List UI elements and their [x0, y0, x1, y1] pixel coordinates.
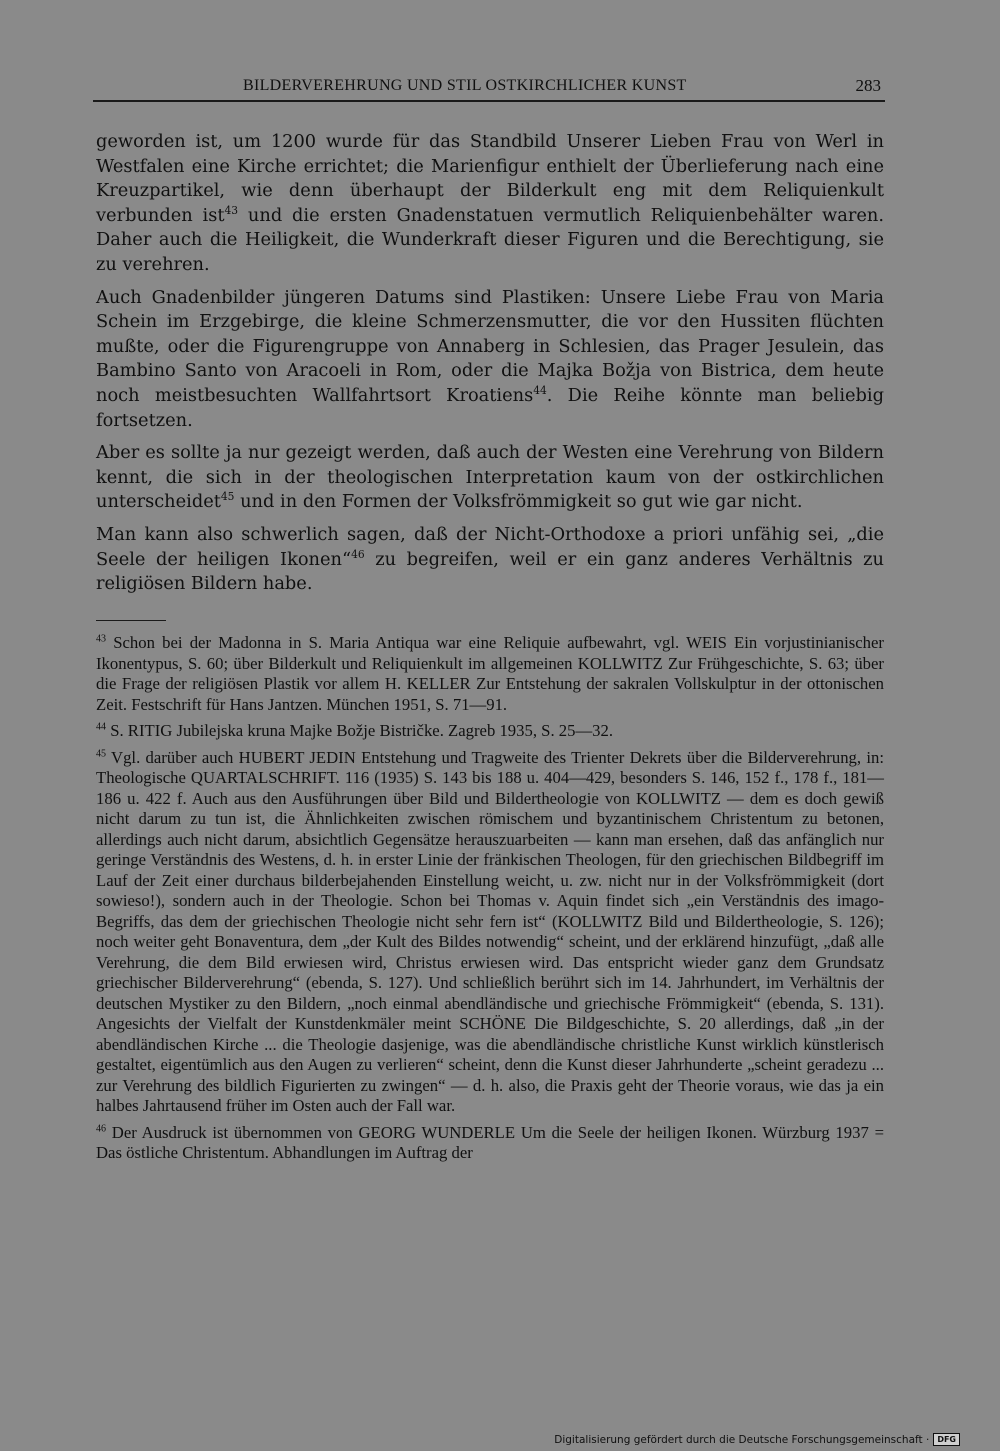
digitization-credit: [554, 1433, 960, 1446]
footnote-text: S. RITIG Jubilejska kruna Majke Božje Bistričke. Zagreb 1935, S. 25—32.: [106, 721, 614, 740]
footnote-ref[interactable]: 45: [220, 490, 235, 504]
footnote-number: 45: [96, 747, 107, 759]
footnote: [96, 1123, 884, 1164]
footnote-ref[interactable]: 44: [533, 384, 547, 398]
footnotes: [96, 633, 884, 1170]
credit-text: Digitalisierung gefördert durch die Deutsche Forschungsgemeinschaft ·: [554, 1433, 930, 1446]
footnote-number: 43: [96, 633, 107, 645]
paragraph: Auch Gnadenbilder jüngeren Datums sind Plastiken: Unsere Liebe Frau von Maria Schein im Erzgebirge, die kleine Schmerzensmutter, die vor den Hussiten flüchten mußte, oder die Figurengruppe von Annaberg in Schlesien, das Prager Jesulein, das Bambino Santo von Aracoeli in Rom, oder die Majka Božja von Bistrica, dem heute noch meistbesuchten Wallfahrtsort Kroatiens$^{44}$. Die Reihe könnte man beliebig fortsetzen.: [96, 286, 884, 431]
footnote-text: Vgl. darüber auch HUBERT JEDIN Entstehung und Tragweite des Trienter Dekrets über die Bilderverehrung, in: Theologische QUARTALSCHRIFT. 116 (1935) S. 143 bis 188 u. 404—429, besonders S. 146, 152 f., 178 f., 181—186 u. 422 f. Auch aus den Ausführungen über Bild und Bildertheologie von KOLLWITZ — dem es doch gewiß nicht darum zu tun ist, die Ähnlichkeiten zwischen römischem und byzantinischem Christentum zu betonen, allerdings auch nicht darum, absichtlich Gegensätze herauszuarbeiten — kann man ersehen, daß das anfänglich nur geringe Verständnis des Westens, d. h. in erster Linie der fränkischen Theologen, für den griechischen Bildbegriff im Lauf der Zeit einer durchaus bilderbejahenden Einstellung weicht, u. zw. nicht nur in der Volksfrömmigkeit (dort sowieso!), sondern auch in der Theologie. Schon bei Thomas v. Aquin findet sich „ein Verständnis des imago-Begriffs, das dem der griechischen Theologie nicht sehr fern ist“ (KOLLWITZ Bild und Bildertheologie, S. 126); noch weiter geht Bonaventura, dem „der Kult des Bildes notwendig“ scheint, und der erklärend hinzufügt, „daß alle Verehrung, die dem Bild erwiesen wird, Christus erwiesen wird. Das entspricht wieder ganz dem Grundsatz griechischer Bilderverehrung“ (ebenda, S. 127). Und schließlich berührt sich im 14. Jahrhundert, im Verhältnis der deutschen Mystiker zu den Bildern, „noch einmal abendländische und griechische Frömmigkeit“ (ebenda, S. 131). Angesichts der Vielfalt der Kunstdenkmäler meint SCHÖNE Die Bildgeschichte, S. 20 allerdings, daß „in der abendländischen Kirche ... die Theologie dasjenige, was die abendländische christliche Kunst wirklich künstlerisch gestaltet, eigentümlich aus den Augen zu verlieren“ scheint, denn die Kunst dieser Jahrhunderte „scheint geradezu ... zur Verehrung des bildlich Figurierten zu zwingen“ — d. h. also, die Praxis geht der Theorie voraus, wie das ja ein halbes Jahrtausend früher im Osten auch der Fall war.: [96, 747, 884, 1115]
footnote-number: 46: [96, 1122, 107, 1134]
body-text: [96, 130, 884, 605]
footnote: [96, 748, 884, 1117]
page-number: 283: [855, 76, 881, 95]
paragraph: geworden ist, um 1200 wurde für das Standbild Unserer Lieben Frau von Werl in Westfalen eine Kirche errichtet; die Marienfigur enthielt der Überlieferung nach eine Kreuzpartikel, wie denn überhaupt der Bilderkult eng mit dem Reliquienkult verbunden ist$^{43}$ und die ersten Gnadenstatuen vermutlich Reliquienbehälter waren. Daher auch die Heiligkeit, die Wunderkraft dieser Figuren und die Berechtigung, sie zu verehren.: [96, 131, 884, 275]
running-head: [93, 76, 885, 102]
footnote-number: 44: [96, 721, 107, 733]
dfg-logo-icon: DFG: [933, 1433, 960, 1446]
footnote-ref[interactable]: 46: [351, 547, 365, 561]
footnote-text: Der Ausdruck ist übernommen von GEORG WUNDERLE Um die Seele der heiligen Ikonen. Würzburg 1937 = Das östliche Christentum. Abhandlungen im Auftrag der: [96, 1122, 884, 1162]
footnote-divider: [96, 620, 166, 621]
footnote: [96, 633, 884, 715]
footnote-text: Schon bei der Madonna in S. Maria Antiqua war eine Reliquie aufbewahrt, vgl. WEIS Ein vorjustinianischer Ikonentypus, S. 60; über Bilderkult und Reliquienkult im allgemeinen KOLLWITZ Zur Frühgeschichte, S. 63; über die Frage der religiösen Plastik vor allem H. KELLER Zur Entstehung der sakralen Vollskulptur in der ottonischen Zeit. Festschrift für Hans Jantzen. München 1951, S. 71—91.: [96, 633, 884, 714]
paragraph: Man kann also schwerlich sagen, daß der Nicht-Orthodoxe a priori unfähig sei, „die Seele der heiligen Ikonen“$^{46}$ zu begreifen, weil er ein ganz anderes Verhältnis zu religiösen Bildern habe.: [96, 523, 885, 595]
paragraph: Aber es sollte ja nur gezeigt werden, daß auch der Westen eine Verehrung von Bildern kennt, die sich in der theologischen Interpretation kaum von der ostkirchlichen unterscheidet$^{45}$ und in den Formen der Volksfrömmigkeit so gut wie gar nicht.: [96, 442, 884, 513]
footnote-ref[interactable]: 43: [224, 203, 239, 217]
running-head-title: BILDERVEREHRUNG UND STIL OSTKIRCHLICHER KUNST: [243, 77, 687, 94]
footnote: [96, 721, 884, 742]
